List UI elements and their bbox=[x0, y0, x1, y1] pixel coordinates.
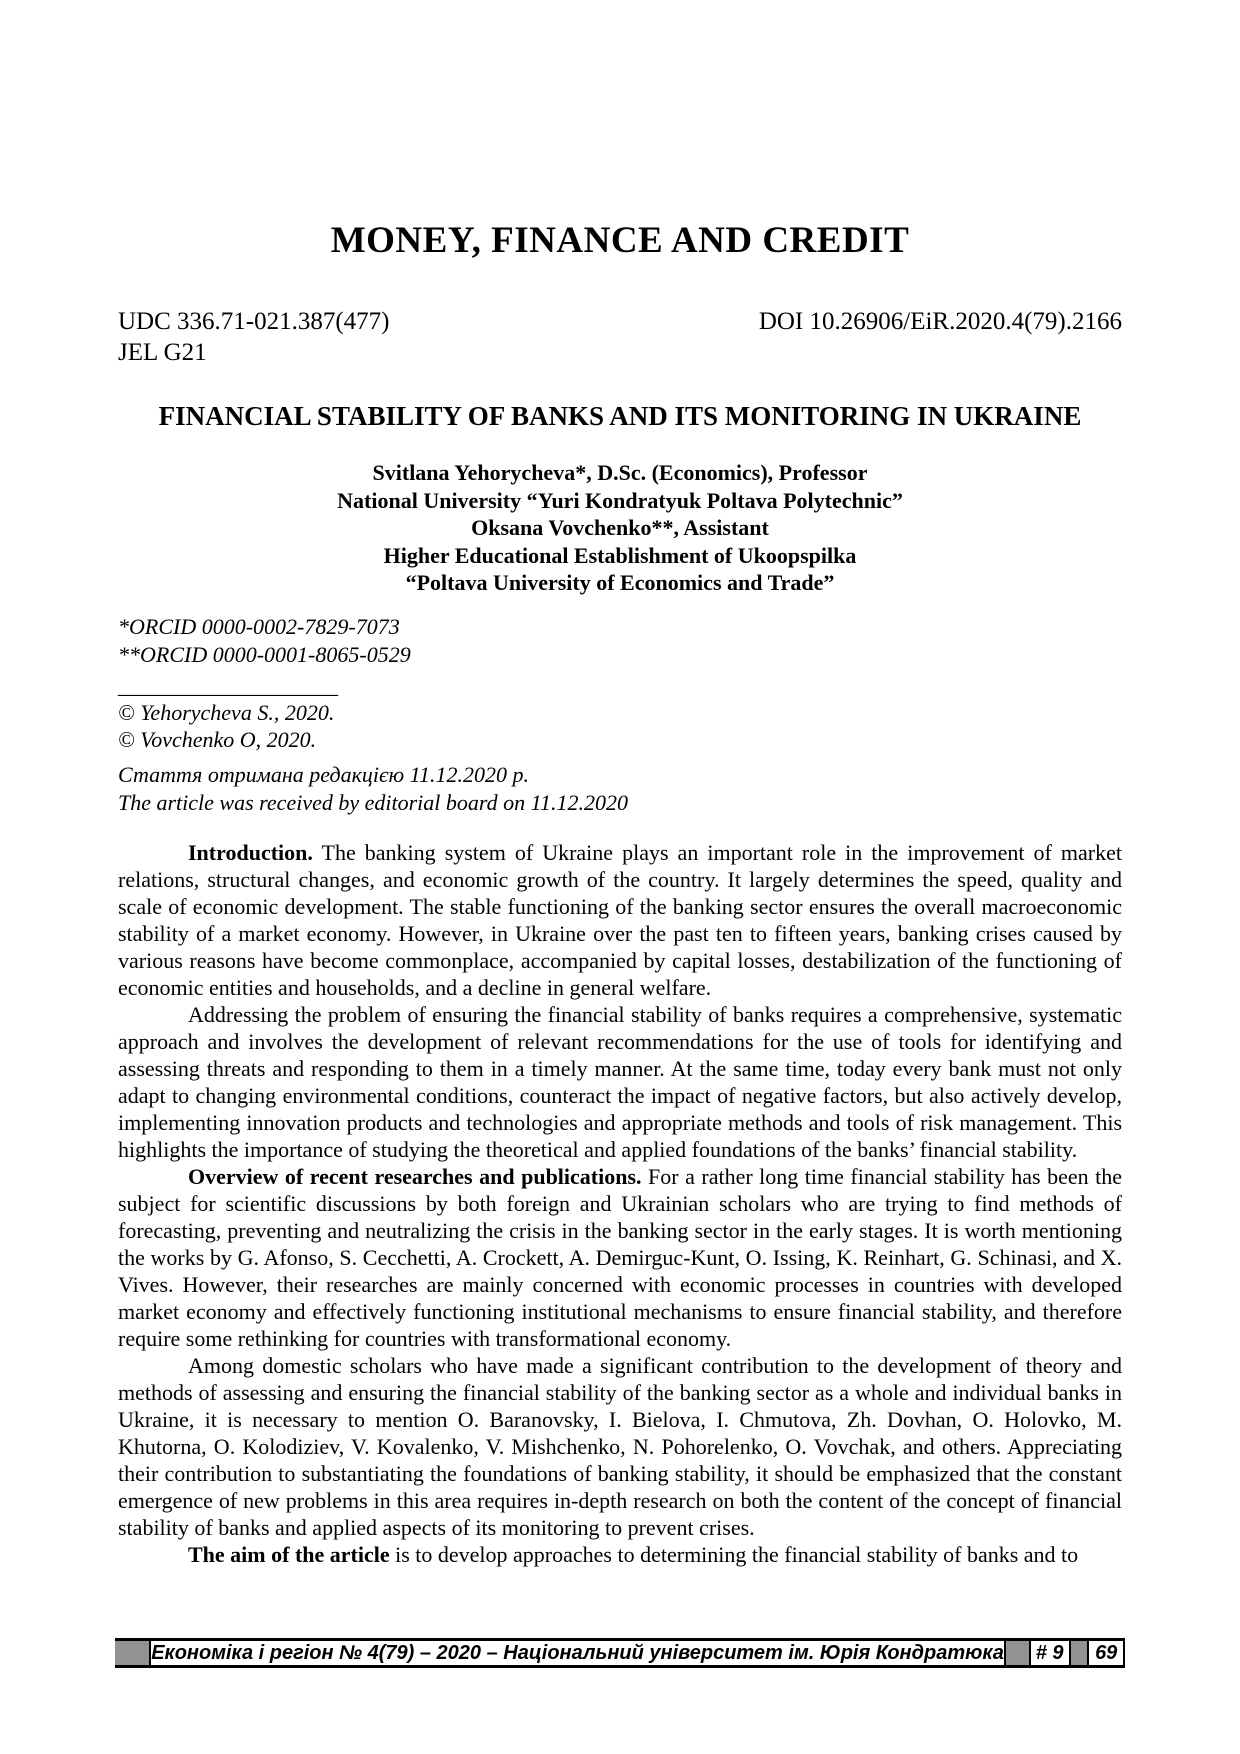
orcid-block bbox=[118, 613, 1122, 669]
copyright-line: © Yehorycheva S., 2020. bbox=[118, 699, 335, 725]
run-in-heading: Overview of recent researches and publications. bbox=[188, 1163, 642, 1189]
paragraph: Addressing the problem of ensuring the financial stability of banks requires a comprehensive, systematic approach and involves the development of relevant recommendations for the use of tools for identifying and assessing threats and responding to them in a timely manner. At the same time, today every bank must not only adapt to changing environmental conditions, counteract the impact of negative factors, but also actively develop, implementing innovation products and technologies and appropriate methods and tools of risk management. This highlights the importance of studying the theoretical and applied foundations of the banks’ financial stability. bbox=[118, 1001, 1122, 1162]
run-in-heading: Introduction. bbox=[188, 839, 313, 865]
separator-line: ____________________ bbox=[118, 672, 338, 698]
author-line: Svitlana Yehorycheva*, D.Sc. (Economics), Professor bbox=[372, 460, 868, 485]
paragraph: Among domestic scholars who have made a significant contribution to the development of theory and methods of assessing and ensuring the financial stability of the banking sector as a whole and individual banks in Ukraine, it is necessary to mention O. Baranovsky, I. Bielova, I. Chmutova, Zh. Dovhan, O. Holovko, M. Khutorna, O. Kolodiziev, V. Kovalenko, V. Mishchenko, N. Pohorelenko, O. Vovchak, and others. Appreciating their contribution to substantiating the foundations of banking stability, it should be emphasized that the constant emergence of new problems in this area requires in-depth research on both the content of the concept of financial stability of banks and applied aspects of its monitoring to prevent crises. bbox=[118, 1352, 1122, 1540]
paragraph-aim: The aim of the article is to develop approaches to determining the financial stability of banks and to bbox=[188, 1541, 1079, 1567]
footer-gray-segment bbox=[1006, 1641, 1029, 1665]
footer-gray-segment bbox=[1071, 1641, 1088, 1665]
received-line-en: The article was received by editorial board on 11.12.2020 bbox=[118, 789, 628, 815]
authors-block bbox=[118, 459, 1122, 597]
received-line-uk: Стаття отримана редакцією 11.12.2020 р. bbox=[118, 761, 529, 787]
footer-page-cell bbox=[1087, 1641, 1125, 1665]
received-block bbox=[118, 761, 1122, 817]
article-body bbox=[118, 839, 1122, 1568]
author-affiliation-line: “Poltava University of Economics and Trade” bbox=[405, 570, 835, 595]
udc-code: UDC 336.71-021.387(477) bbox=[118, 308, 390, 335]
footer-journal-title: Економіка і регіон № 4(79) – 2020 – Національний університет ім. Юрія Кондратюка bbox=[151, 1641, 1004, 1664]
orcid-line: **ORCID 0000-0001-8065-0529 bbox=[118, 641, 411, 667]
author-affiliation-line: National University “Yuri Kondratyuk Poltava Polytechnic” bbox=[337, 487, 903, 513]
author-line: Oksana Vovchenko**, Assistant bbox=[471, 515, 769, 540]
jel-row bbox=[118, 337, 1122, 368]
footer-page-number: 69 bbox=[1095, 1641, 1118, 1664]
meta-block bbox=[118, 306, 1122, 368]
author-affiliation-line: Higher Educational Establishment of Ukoopspilka bbox=[383, 542, 857, 568]
orcid-line: *ORCID 0000-0002-7829-7073 bbox=[118, 613, 400, 639]
copyright-block bbox=[118, 673, 1122, 753]
footer-issue-cell bbox=[1029, 1641, 1071, 1665]
jel-code: JEL G21 bbox=[118, 339, 207, 366]
article-title: FINANCIAL STABILITY OF BANKS AND ITS MONITORING IN UKRAINE bbox=[158, 401, 1082, 431]
paragraph-introduction: Introduction. The banking system of Ukraine plays an important role in the improvement of market relations, structural changes, and economic growth of the country. It largely determines the speed, quality and scale of economic development. The stable functioning of the banking sector ensures the overall macroeconomic stability of a market economy. However, in Ukraine over the past ten to fifteen years, banking crises caused by various reasons have become commonplace, accompanied by capital losses, destabilization of the functioning of economic entities and households, and a decline in general welfare. bbox=[118, 839, 1122, 1000]
footer-gray-segment bbox=[115, 1641, 149, 1665]
copyright-line: © Vovchenko O, 2020. bbox=[118, 726, 317, 752]
paragraph-overview: Overview of recent researches and publications. For a rather long time financial stability has been the subject for scientific discussions by both foreign and Ukrainian scholars who are trying to find methods of forecasting, preventing and neutralizing the crisis in the banking sector in the early stages. It is worth mentioning the works by G. Afonso, S. Cecchetti, A. Crockett, A. Demirguc-Kunt, O. Issing, K. Reinhart, G. Schinasi, and X. Vives. However, their researches are mainly concerned with economic processes in countries with developed market economy and effectively functioning institutional mechanisms to ensure financial stability, and therefore require some rethinking for countries with transformational economy. bbox=[118, 1163, 1122, 1351]
doi-code: DOI 10.26906/EiR.2020.4(79).2166 bbox=[758, 308, 1122, 335]
run-in-heading: The aim of the article bbox=[188, 1541, 390, 1567]
footer-bar bbox=[115, 1638, 1125, 1668]
udc-doi-row bbox=[118, 306, 1122, 337]
section-header: MONEY, FINANCE AND CREDIT bbox=[330, 220, 910, 261]
footer-journal-cell bbox=[149, 1641, 1006, 1665]
footer-issue-number: # 9 bbox=[1035, 1641, 1064, 1664]
